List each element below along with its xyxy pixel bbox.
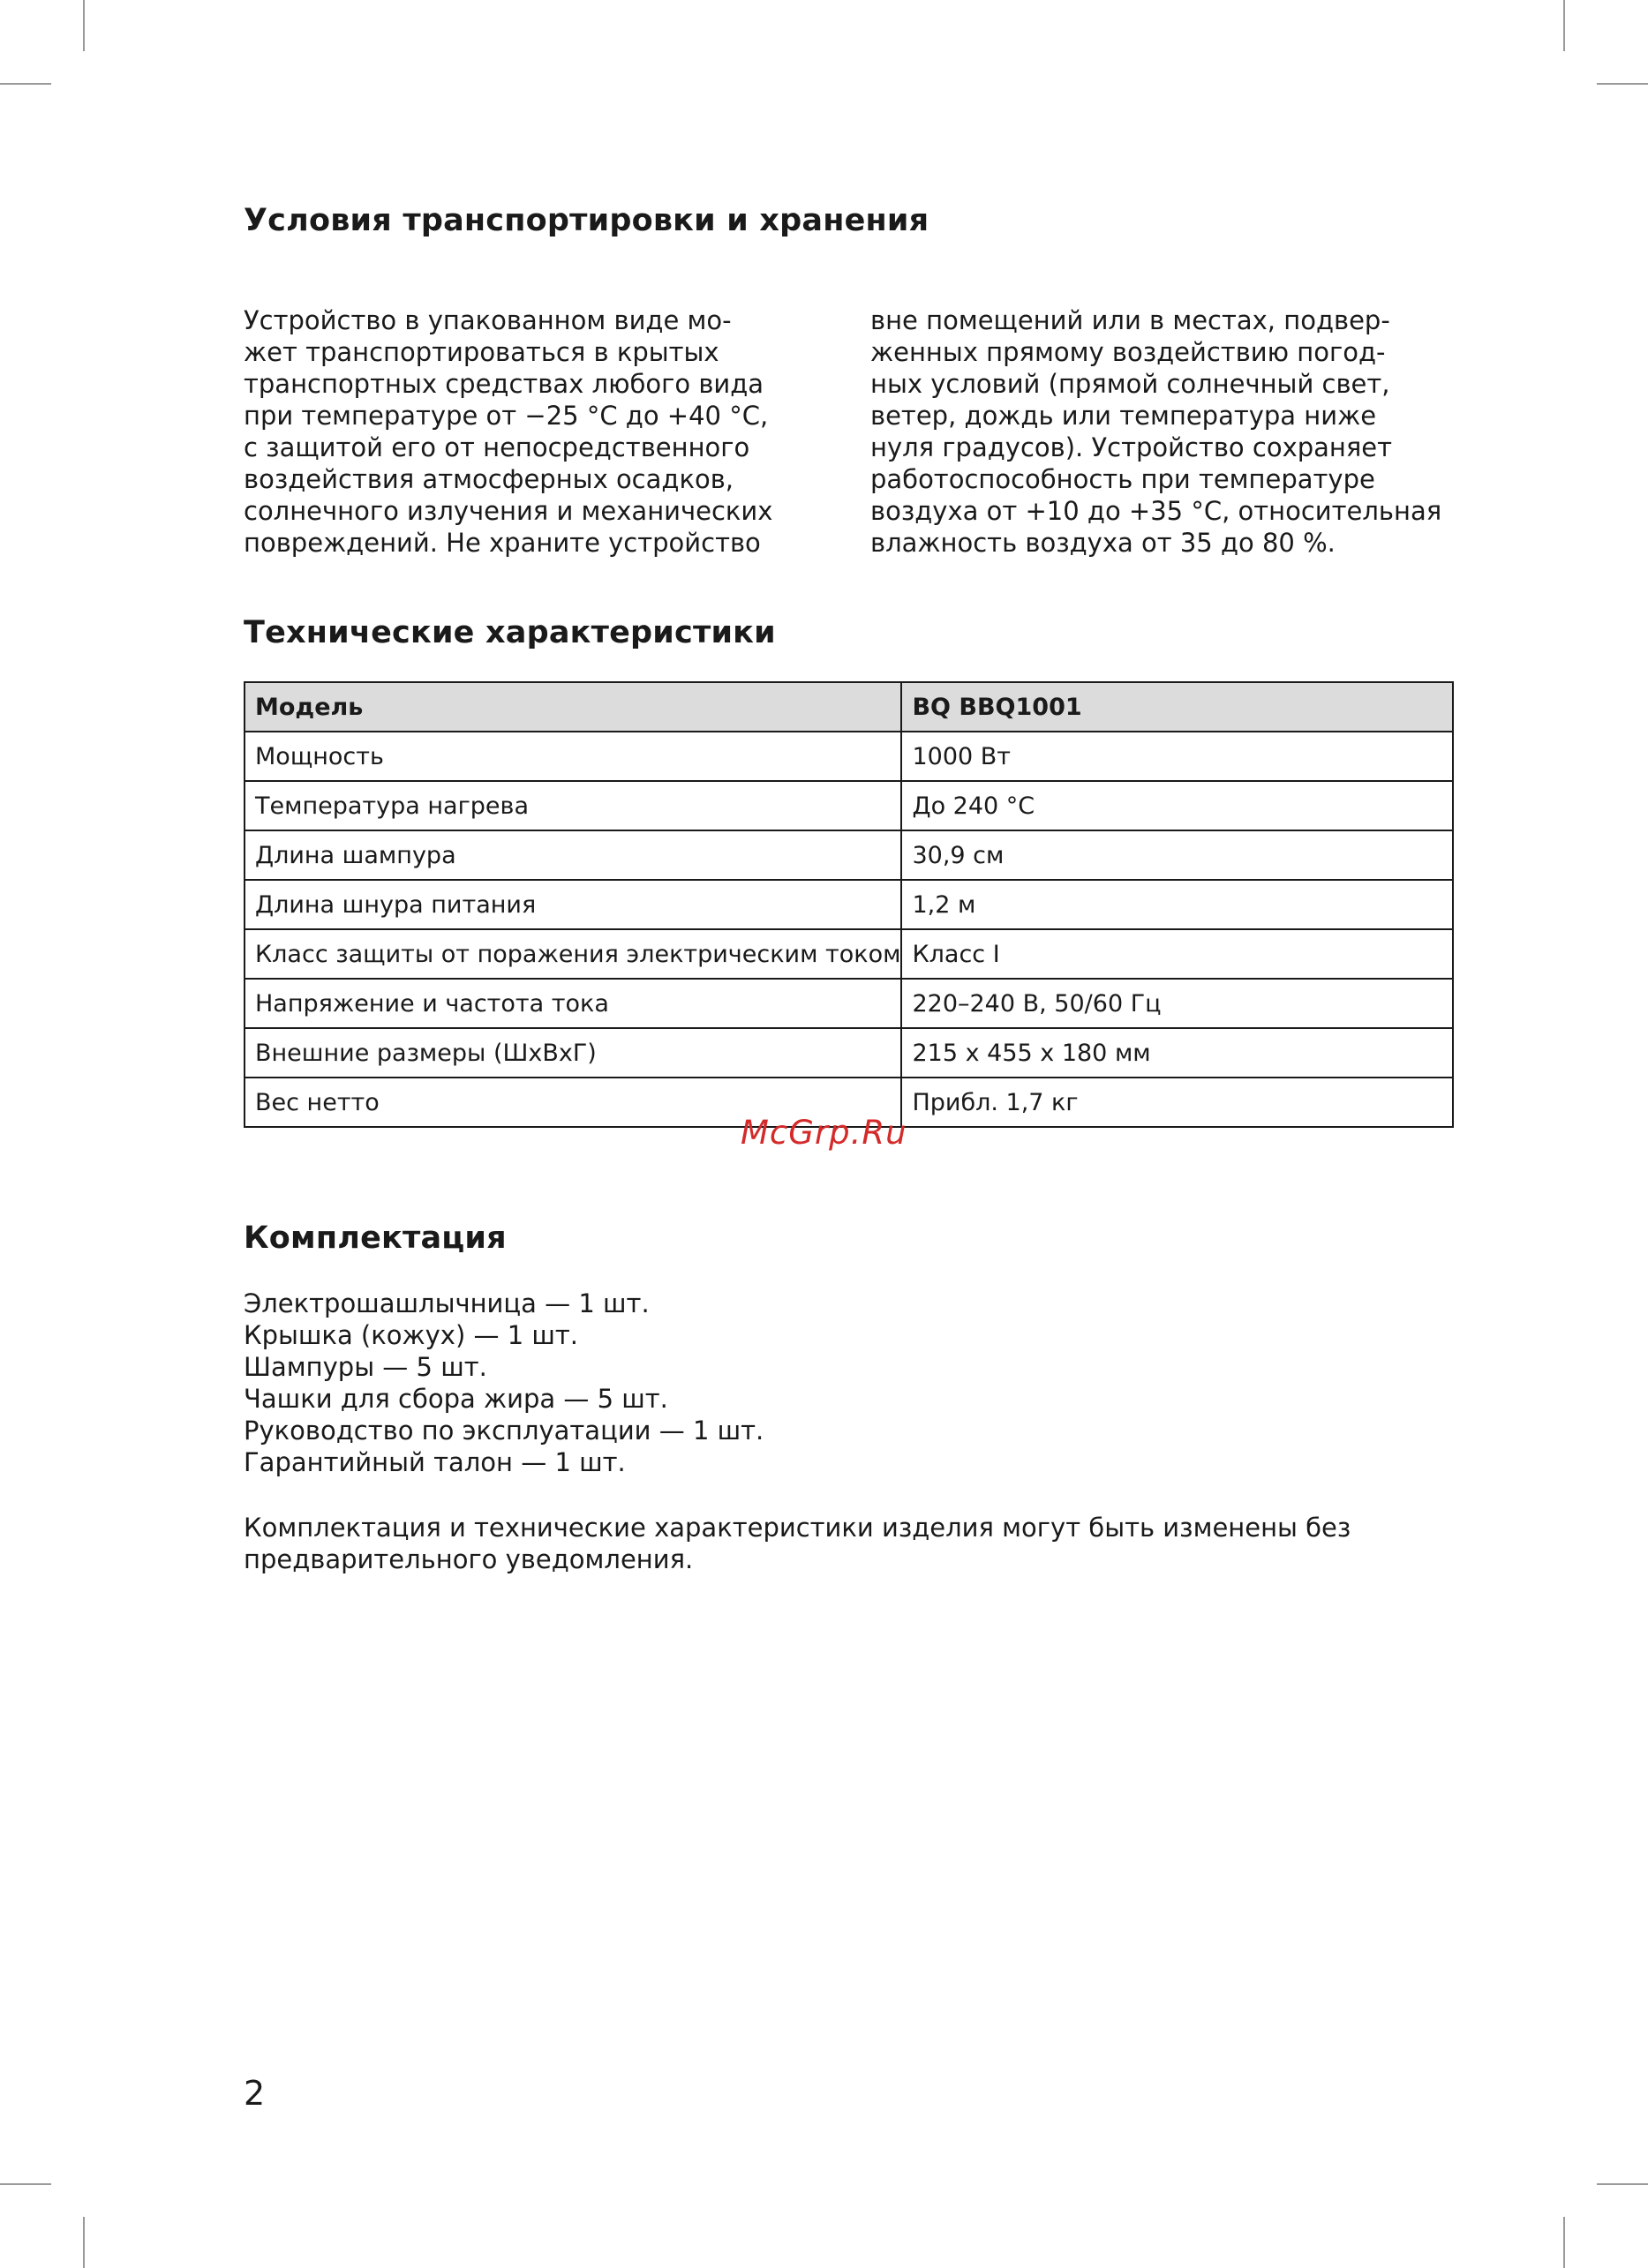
crop-mark [1597, 83, 1648, 85]
spec-value: BQ BBQ1001 [901, 682, 1453, 732]
list-item: Чашки для сбора жира — 5 шт. [244, 1384, 668, 1414]
spec-value: До 240 °C [901, 781, 1453, 830]
watermark: McGrp.Ru [741, 1114, 907, 1152]
package-list [244, 1288, 764, 1478]
storage-text-left: Устройство в упакованном виде мо- жет транспортироваться в крытых транспортных средствах любого вида при температуре от −25 °C до +40 °C, с защитой его от непосредственного воздействия атмосферных осадков, солнечного излучения и механических повреждений. Не храните устройство [244, 305, 773, 558]
spec-value: 220–240 В, 50/60 Гц [901, 979, 1453, 1028]
package-note: Комплектация и технические характеристики изделия могут быть изменены без предварительного уведомления. [244, 1513, 1351, 1574]
spec-key: Вес нетто [245, 1078, 901, 1127]
crop-mark [0, 2183, 51, 2185]
list-item: Крышка (кожух) — 1 шт. [244, 1320, 579, 1350]
table-row [245, 781, 1453, 830]
specs-heading: Технические характеристики [244, 615, 776, 650]
table-row [245, 732, 1453, 781]
list-item: Электрошашлычница — 1 шт. [244, 1288, 650, 1318]
crop-mark [83, 0, 85, 51]
list-item: Руководство по эксплуатации — 1 шт. [244, 1416, 764, 1446]
list-item: Шампуры — 5 шт. [244, 1352, 487, 1382]
crop-mark [1563, 2217, 1565, 2268]
table-row [245, 830, 1453, 880]
table-row [245, 979, 1453, 1028]
table-row [245, 682, 1453, 732]
specs-table [244, 681, 1454, 1128]
list-item: Гарантийный талон — 1 шт. [244, 1447, 626, 1477]
package-heading: Комплектация [244, 1220, 507, 1256]
spec-key: Мощность [245, 732, 901, 781]
spec-value: Прибл. 1,7 кг [901, 1078, 1453, 1127]
spec-key: Длина шнура питания [245, 880, 901, 929]
spec-key: Длина шампура [245, 830, 901, 880]
storage-text-right: вне помещений или в местах, подвер- женных прямому воздействию погод- ных условий (прямой солнечный свет, ветер, дождь или температура ниже нуля градусов). Устройство сохраняет работоспособность при температуре воздуха от +10 до +35 °C, относительная влажность воздуха от 35 до 80 %. [870, 305, 1442, 558]
spec-key: Класс защиты от поражения электрическим током [245, 929, 901, 979]
spec-key: Температура нагрева [245, 781, 901, 830]
crop-mark [1597, 2183, 1648, 2185]
spec-key: Напряжение и частота тока [245, 979, 901, 1028]
crop-mark [1563, 0, 1565, 51]
page-number: 2 [244, 2074, 266, 2113]
crop-mark [0, 83, 51, 85]
spec-value: 30,9 см [901, 830, 1453, 880]
spec-value: Класс I [901, 929, 1453, 979]
storage-heading: Условия транспортировки и хранения [244, 203, 929, 238]
spec-value: 1000 Вт [901, 732, 1453, 781]
spec-value: 1,2 м [901, 880, 1453, 929]
spec-value: 215 х 455 х 180 мм [901, 1028, 1453, 1078]
spec-key: Внешние размеры (ШхВхГ) [245, 1028, 901, 1078]
spec-key: Модель [245, 682, 901, 732]
table-row [245, 880, 1453, 929]
table-row [245, 1028, 1453, 1078]
crop-mark [83, 2217, 85, 2268]
table-row [245, 929, 1453, 979]
